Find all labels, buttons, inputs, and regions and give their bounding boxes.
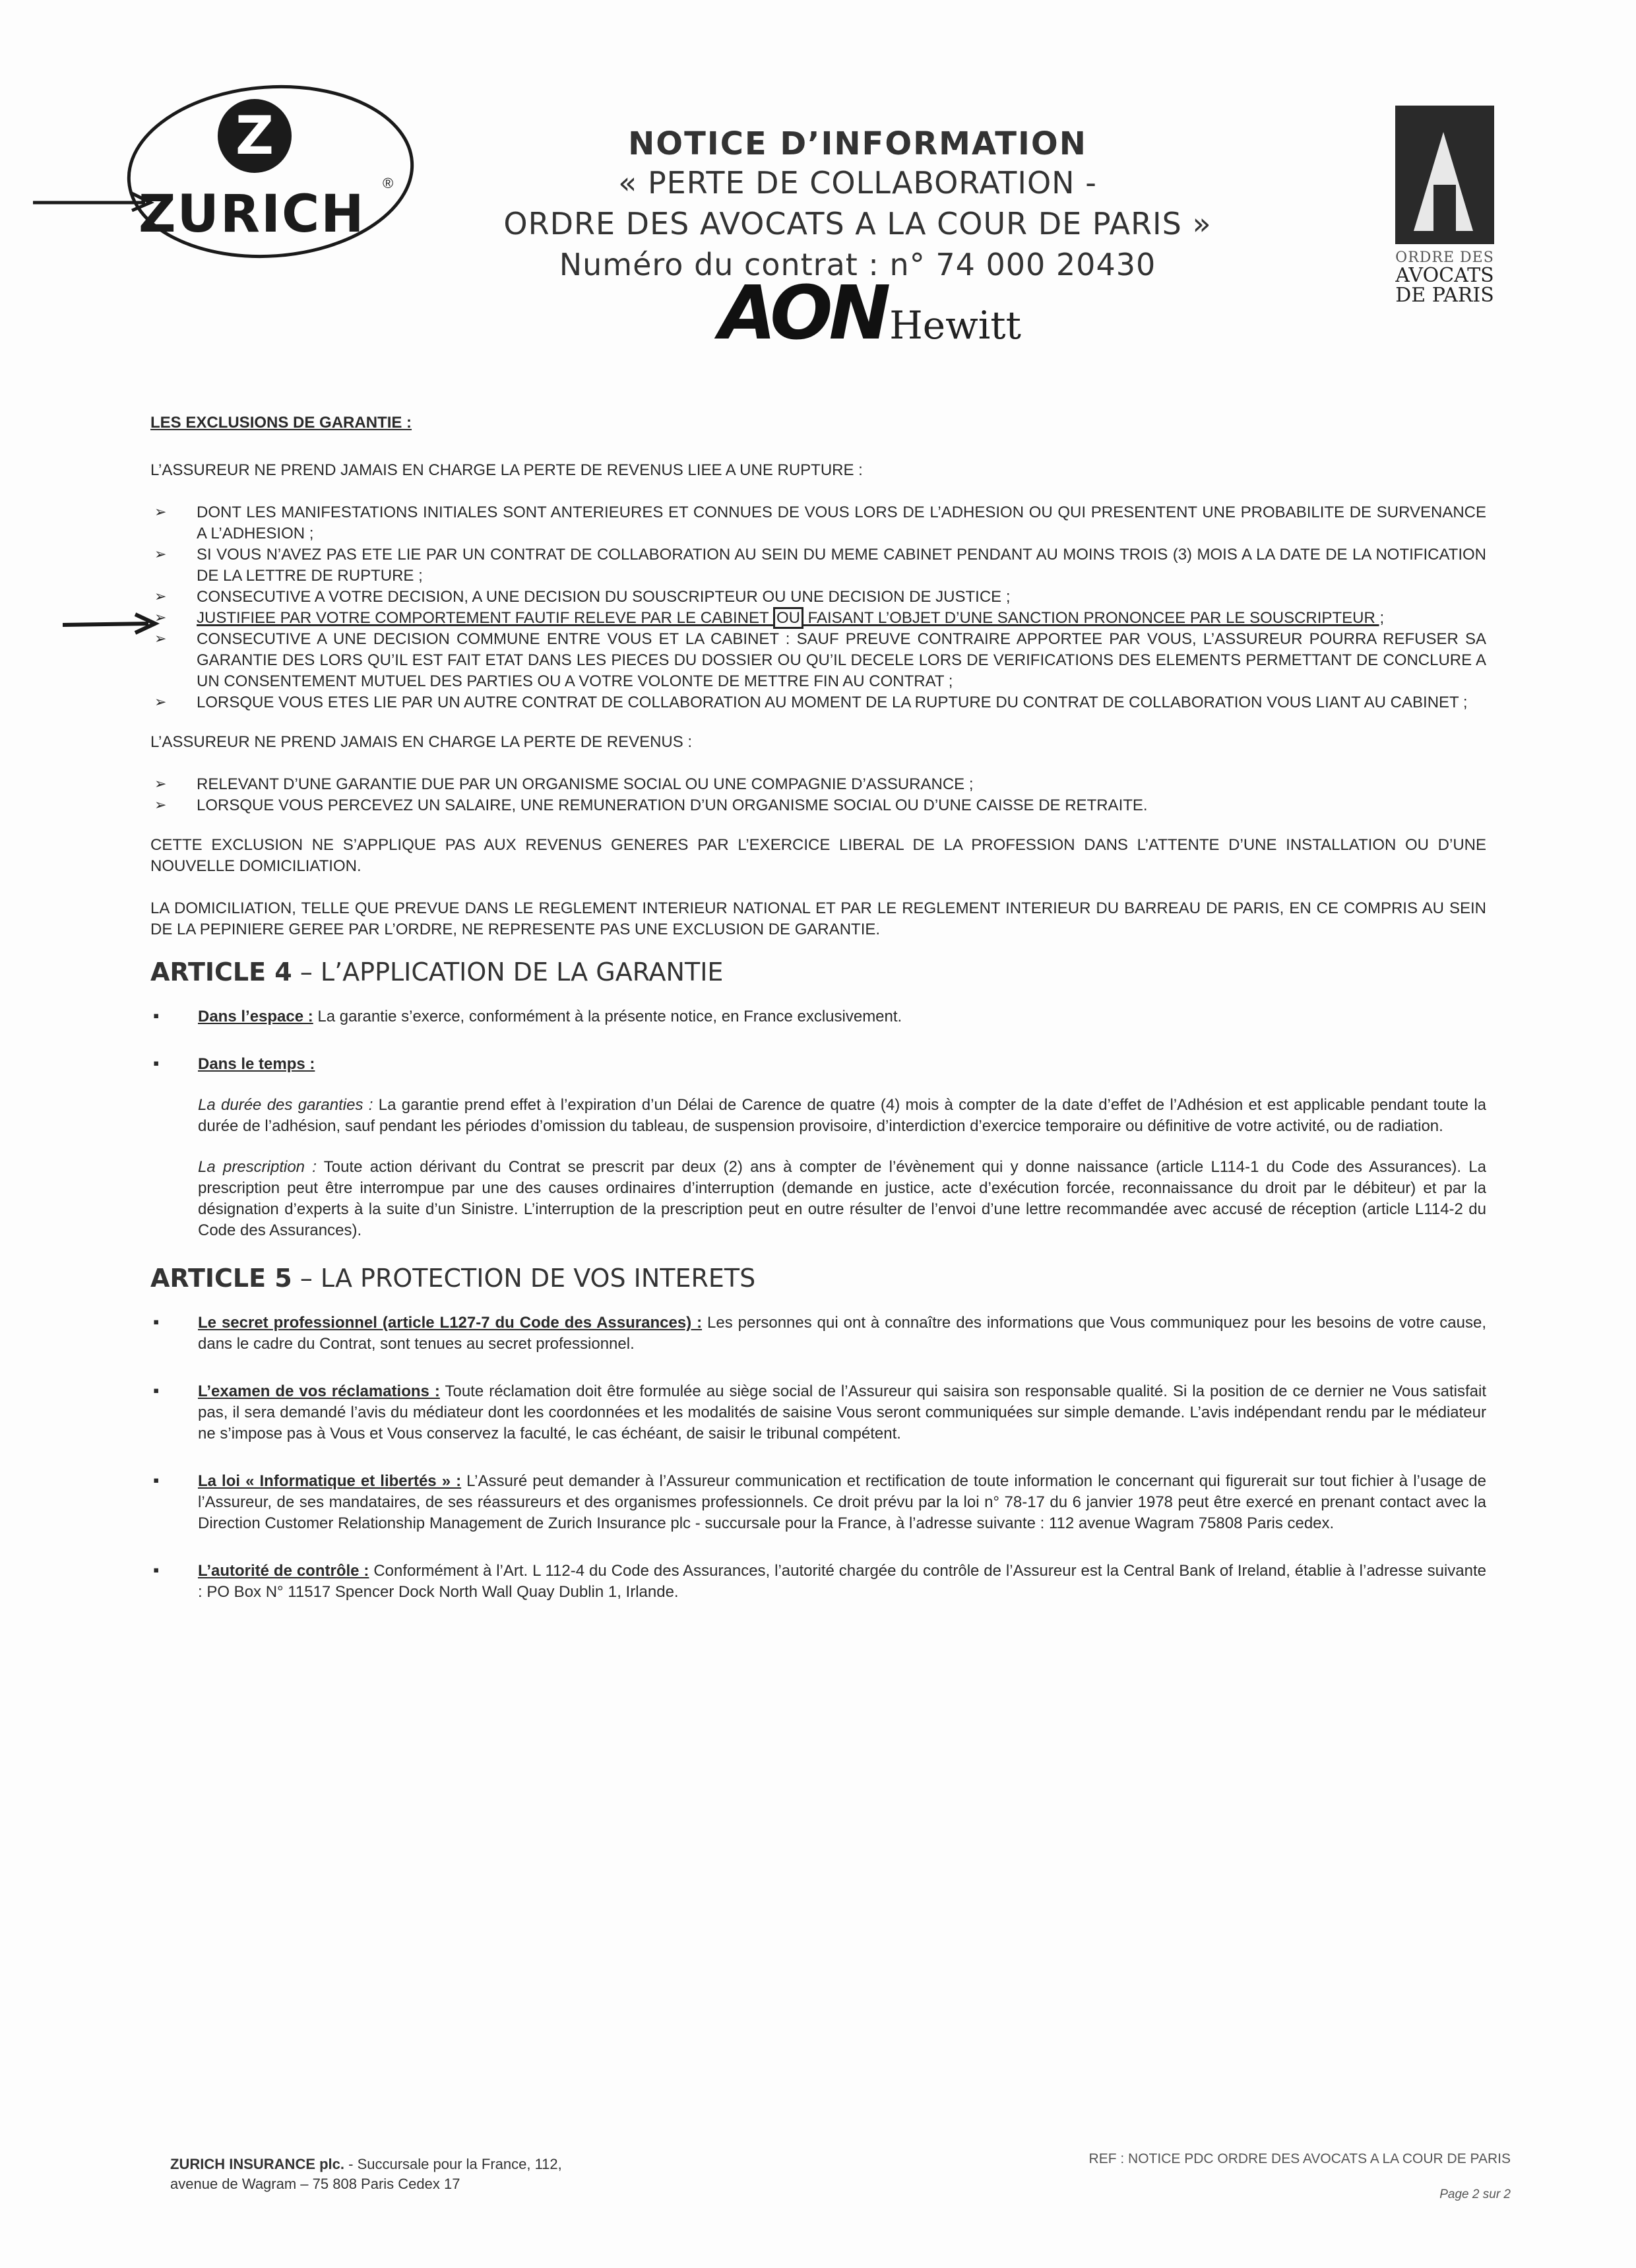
- marked-text-a: JUSTIFIEE PAR VOTRE COMPORTEMENT FAUTIF RELEVE PAR LE CABINET: [197, 609, 773, 627]
- document-title: NOTICE D’INFORMATION: [628, 125, 1087, 162]
- title-line-1: « PERTE DE COLLABORATION -: [618, 165, 1097, 201]
- ordre-avocats-logo: [1379, 106, 1511, 307]
- item-text: Toute réclamation doit être formulée au siège social de l’Assureur qui saisira son responsable qualité. Si la position de ce dernier ne Vous satisfait pas, il sera demandé l’avis du médiateur dont les coordonnées et les modalités de saisine Vous seront communiquées sur simple demande. L’avis indépendant rendu par le médiateur ne s’impose pas à Vous et Vous conservez la faculté, le cas échéant, de saisir le tribunal compétent.: [198, 1382, 1486, 1442]
- aon-hewitt-logo: [719, 271, 1021, 356]
- ordre-a-emblem-icon: [1395, 106, 1494, 244]
- article-4-heading: [150, 957, 1486, 987]
- aon-mark: AON: [719, 271, 887, 356]
- temps-label: Dans le temps :: [198, 1055, 315, 1073]
- document-body: [150, 412, 1486, 1629]
- zurich-wordmark: ZURICH: [139, 185, 365, 244]
- article-4-list: [150, 1006, 1486, 1241]
- item-label: La loi « Informatique et libertés » :: [198, 1472, 462, 1490]
- marked-text-b: FAISANT L’OBJET D’UNE SANCTION PRONONCEE PAR LE SOUSCRIPTEUR ;: [803, 609, 1385, 627]
- item-label: L’examen de vos réclamations :: [198, 1382, 440, 1400]
- footer-company: [170, 2155, 562, 2194]
- handwritten-arrow-icon: [63, 610, 162, 637]
- list-item: [150, 1054, 1486, 1241]
- item-text: Conformément à l’Art. L 112-4 du Code des Assurances, l’autorité chargée du contrôle de l’Assureur est la Central Bank of Ireland, établie à l’adresse suivante : PO Box N° 11517 Spencer Dock North Wall Quay Dublin 1, Irlande.: [198, 1562, 1487, 1601]
- espace-label: Dans l’espace :: [198, 1008, 313, 1025]
- list-item: ➢ SI VOUS N’AVEZ PAS ETE LIE PAR UN CONTRAT DE COLLABORATION AU SEIN DU MEME CABINET PENDANT AU MOINS TROIS (3) MOIS A LA DATE DE LA NOTIFICATION DE LA LETTRE DE RUPTURE ;: [150, 544, 1486, 587]
- list-item-marked: [150, 608, 1486, 629]
- espace-text: La garantie s’exerce, conformément à la présente notice, en France exclusivement.: [313, 1008, 902, 1025]
- list-item: [150, 1381, 1486, 1444]
- item-text: L’Assuré peut demander à l’Assureur communication et rectification de toute information le concernant qui figurerait sur tout fichier à l’usage de l’Assureur, de ses mandataires, de ses réassureurs et des organismes professionnels. Ce droit prévu par la loi n° 78-17 du 6 janvier 1978 peut être exercé en prenant contact avec la Direction Customer Relationship Management de Zurich Insurance plc - succursale pour la France, à l’adresse suivante : 112 avenue Wagram 75808 Paris cedex.: [198, 1472, 1486, 1532]
- list-item: ➢ LORSQUE VOUS ETES LIE PAR UN AUTRE CONTRAT DE COLLABORATION AU MOMENT DE LA RUPTURE DU CONTRAT DE COLLABORATION VOUS LIANT AU CABINET ;: [150, 692, 1486, 713]
- exclusions-intro-2: L’ASSUREUR NE PREND JAMAIS EN CHARGE LA PERTE DE REVENUS :: [150, 733, 693, 751]
- zurich-emblem-icon: Z: [218, 99, 292, 173]
- footer-company-name: ZURICH INSURANCE plc.: [170, 2156, 345, 2172]
- hewitt-text: Hewitt: [889, 303, 1021, 348]
- exclusions-heading: LES EXCLUSIONS DE GARANTIE :: [150, 414, 412, 432]
- prescription-label: La prescription :: [198, 1158, 317, 1176]
- list-item: ➢ CONSECUTIVE A UNE DECISION COMMUNE ENTRE VOUS ET LA CABINET : SAUF PREUVE CONTRAIRE APPORTEE PAR VOUS, L’ASSUREUR POURRA REFUSER SA GARANTIE DES LORS QU’IL EST FAIT ETAT DANS LES PIECES DU DOSSIER OU QU’IL DECELE LORS DE VERIFICATIONS DES ELEMENTS PERMETTANT DE CONCLURE A UN CONSENTEMENT MUTUEL DES PARTIES OU A VOTRE VOLONTE DE METTRE FIN AU CONTRAT ;: [150, 629, 1486, 692]
- page-number: Page 2 sur 2: [1439, 2187, 1511, 2201]
- article-5-heading: [150, 1264, 1486, 1293]
- article-5-list: [150, 1312, 1486, 1603]
- contract-number: Numéro du contrat : n° 74 000 20430: [559, 247, 1156, 282]
- ordre-line-2: AVOCATS: [1395, 264, 1494, 287]
- circled-word: OU: [773, 607, 803, 629]
- list-item: ➢ LORSQUE VOUS PERCEVEZ UN SALAIRE, UNE REMUNERATION D’UN ORGANISME SOCIAL OU D’UNE CAISSE DE RETRAITE.: [150, 795, 1486, 816]
- item-label: Le secret professionnel (article L127-7 du Code des Assurances) :: [198, 1314, 703, 1332]
- exclusions-list-1: [150, 502, 1486, 713]
- list-item: ➢ DONT LES MANIFESTATIONS INITIALES SONT ANTERIEURES ET CONNUES DE VOUS LORS DE L’ADHESION OU QUI PRESENTENT UNE PROBABILITE DE SURVENANCE A L’ADHESION ;: [150, 502, 1486, 544]
- footer-reference: REF : NOTICE PDC ORDRE DES AVOCATS A LA COUR DE PARIS: [1088, 2151, 1511, 2166]
- list-item: ➢ RELEVANT D’UNE GARANTIE DUE PAR UN ORGANISME SOCIAL OU UNE COMPAGNIE D’ASSURANCE ;: [150, 774, 1486, 795]
- ordre-line-3: DE PARIS: [1395, 284, 1494, 307]
- article-5-title: – LA PROTECTION DE VOS INTERETS: [292, 1264, 756, 1293]
- footer-address-2: avenue de Wagram – 75 808 Paris Cedex 17: [170, 2176, 460, 2192]
- list-item: ➢ CONSECUTIVE A VOTRE DECISION, A UNE DECISION DU SOUSCRIPTEUR OU UNE DECISION DE JUSTICE ;: [150, 587, 1486, 608]
- item-text: Les personnes qui ont à connaître des informations que Vous communiquez pour les besoins de votre cause, dans le cadre du Contrat, sont tenues au secret professionnel.: [198, 1314, 1486, 1353]
- exclusion-paragraph-1: CETTE EXCLUSION NE S’APPLIQUE PAS AUX REVENUS GENERES PAR L’EXERCICE LIBERAL DE LA PROFESSION DANS L’ATTENTE D’UNE INSTALLATION OU D’UNE NOUVELLE DOMICILIATION.: [150, 836, 1486, 875]
- duree-label: La durée des garanties :: [198, 1096, 373, 1114]
- exclusion-paragraph-2: LA DOMICILIATION, TELLE QUE PREVUE DANS LE REGLEMENT INTERIEUR NATIONAL ET PAR LE REGLEMENT INTERIEUR DU BARREAU DE PARIS, EN CE COMPRIS AU SEIN DE LA PEPINIERE GEREE PAR L’ORDRE, NE REPRESENTE PAS UNE EXCLUSION DE GARANTIE.: [150, 899, 1486, 938]
- article-4-number: ARTICLE 4: [150, 957, 292, 987]
- item-label: L’autorité de contrôle :: [198, 1562, 369, 1580]
- article-5-number: ARTICLE 5: [150, 1264, 292, 1293]
- prescription-paragraph: [198, 1157, 1486, 1241]
- registered-mark: ®: [383, 175, 394, 191]
- title-line-2: ORDRE DES AVOCATS A LA COUR DE PARIS »: [503, 206, 1212, 242]
- list-item: [150, 1561, 1486, 1603]
- zurich-logo: [119, 86, 416, 257]
- duree-paragraph: [198, 1095, 1486, 1137]
- list-item: [150, 1006, 1486, 1027]
- footer-address-1: - Succursale pour la France, 112,: [344, 2156, 562, 2172]
- duree-text: La garantie prend effet à l’expiration d’un Délai de Carence de quatre (4) mois à compter de la date d’effet de l’Adhésion et est applicable pendant toute la durée de l’adhésion, sauf pendant les périodes d’omission du tableau, de suspension provisoire, d’interdiction d’exercice temporaire ou définitive de votre activité, ou de radiation.: [198, 1096, 1487, 1135]
- exclusions-list-2: [150, 774, 1486, 816]
- document-header: [396, 125, 1319, 285]
- list-item: [150, 1312, 1486, 1355]
- ordre-line-1: ORDRE DES: [1395, 249, 1494, 266]
- prescription-text: Toute action dérivant du Contrat se prescrit par deux (2) ans à compter de l’évènement qui y donne naissance (article L114-1 du Code des Assurances). La prescription peut être interrompue par une des causes ordinaires d’interruption (demande en justice, acte d’exécution forcée, reconnaissance du droit par le débiteur) et par la désignation d’experts à la suite d’un Sinistre. L’interruption de la prescription peut en outre résulter de l’envoi d’une lettre recommandée avec accusé de réception (article L114-2 du Code des Assurances).: [198, 1158, 1486, 1239]
- list-item: [150, 1471, 1486, 1534]
- article-4-title: – L’APPLICATION DE LA GARANTIE: [292, 957, 724, 987]
- exclusions-intro-1: L’ASSUREUR NE PREND JAMAIS EN CHARGE LA PERTE DE REVENUS LIEE A UNE RUPTURE :: [150, 461, 863, 479]
